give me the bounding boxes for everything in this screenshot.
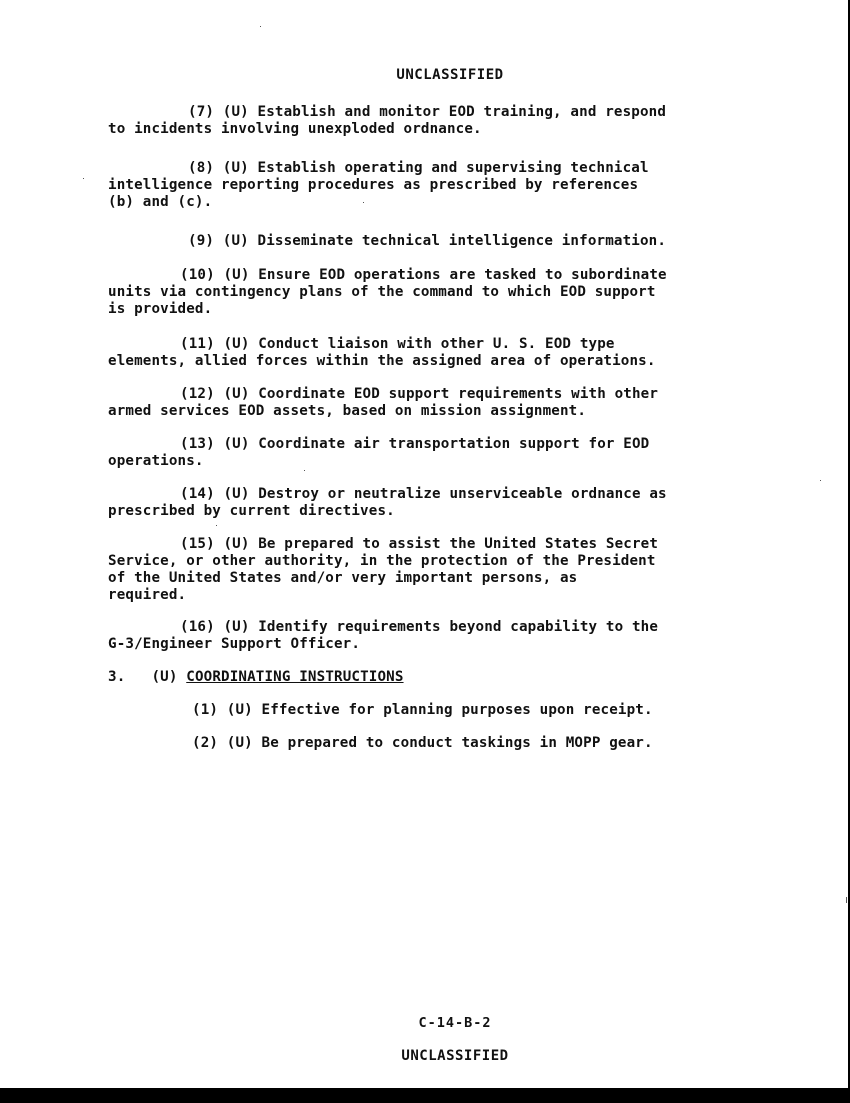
paragraph-16-continuation: G-3/Engineer Support Officer. (108, 636, 361, 652)
scan-speck (846, 897, 847, 903)
paragraph-8-first-line: (8) (U) Establish operating and supervising technical (188, 160, 649, 176)
section-3-item-1-text: (1) (U) Effective for planning purposes upon receipt. (192, 702, 653, 718)
paragraph-11-continuation: elements, allied forces within the assigned area of operations. (108, 353, 656, 369)
scan-speck (363, 202, 364, 203)
paragraph-11 (108, 336, 758, 370)
paragraph-10-continuation: units via contingency plans of the command to which EOD support is provided. (108, 284, 656, 317)
paragraph-14-continuation: prescribed by current directives. (108, 503, 395, 519)
scan-bottom-bar (0, 1088, 850, 1103)
paragraph-10-first-line: (10) (U) Ensure EOD operations are tasked to subordinate (180, 267, 667, 283)
scan-speck (216, 525, 217, 526)
paragraph-7 (108, 104, 758, 138)
section-3-item-2-text: (2) (U) Be prepared to conduct taskings in MOPP gear. (192, 735, 653, 751)
paragraph-16-first-line: (16) (U) Identify requirements beyond capability to the (180, 619, 659, 635)
paragraph-7-first-line: (7) (U) Establish and monitor EOD training, and respond (188, 104, 667, 120)
paragraph-8 (108, 160, 758, 211)
paragraph-13-first-line: (13) (U) Coordinate air transportation support for EOD (180, 436, 650, 452)
paragraph-12-continuation: armed services EOD assets, based on mission assignment. (108, 403, 587, 419)
paragraph-10 (108, 267, 758, 318)
paragraph-14-first-line: (14) (U) Destroy or neutralize unserviceable ordnance as (180, 486, 667, 502)
scan-speck (820, 480, 821, 481)
section-3-title: COORDINATING INSTRUCTIONS (186, 669, 404, 685)
top-classification-marking: UNCLASSIFIED (396, 67, 504, 83)
section-3-item-1 (108, 702, 758, 719)
paragraph-12 (108, 386, 758, 420)
scan-speck (83, 178, 84, 179)
section-3-item-2 (108, 735, 758, 752)
paragraph-16 (108, 619, 758, 653)
scan-speck (260, 26, 261, 27)
paragraph-15 (108, 536, 758, 604)
paragraph-14 (108, 486, 758, 520)
paragraph-13-continuation: operations. (108, 453, 204, 469)
paragraph-12-first-line: (12) (U) Coordinate EOD support requirements with other (180, 386, 659, 402)
section-3-marking: (U) (151, 669, 178, 685)
paragraph-8-continuation: intelligence reporting procedures as prescribed by references (b) and (c). (108, 177, 639, 210)
paragraph-7-continuation: to incidents involving unexploded ordnance. (108, 121, 482, 137)
section-3-heading (108, 669, 404, 685)
section-3-number: 3. (108, 669, 126, 685)
paragraph-15-continuation: Service, or other authority, in the protection of the President of the United States and/or very important persons, as required. (108, 553, 656, 603)
paragraph-9-first-line: (9) (U) Disseminate technical intelligence information. (188, 233, 667, 249)
paragraph-13 (108, 436, 758, 470)
paragraph-9 (108, 233, 758, 250)
scan-speck (304, 470, 305, 471)
bottom-classification-marking: UNCLASSIFIED (401, 1048, 509, 1064)
paragraph-15-first-line: (15) (U) Be prepared to assist the United States Secret (180, 536, 659, 552)
page-number: C-14-B-2 (418, 1015, 492, 1031)
paragraph-11-first-line: (11) (U) Conduct liaison with other U. S. EOD type (180, 336, 615, 352)
